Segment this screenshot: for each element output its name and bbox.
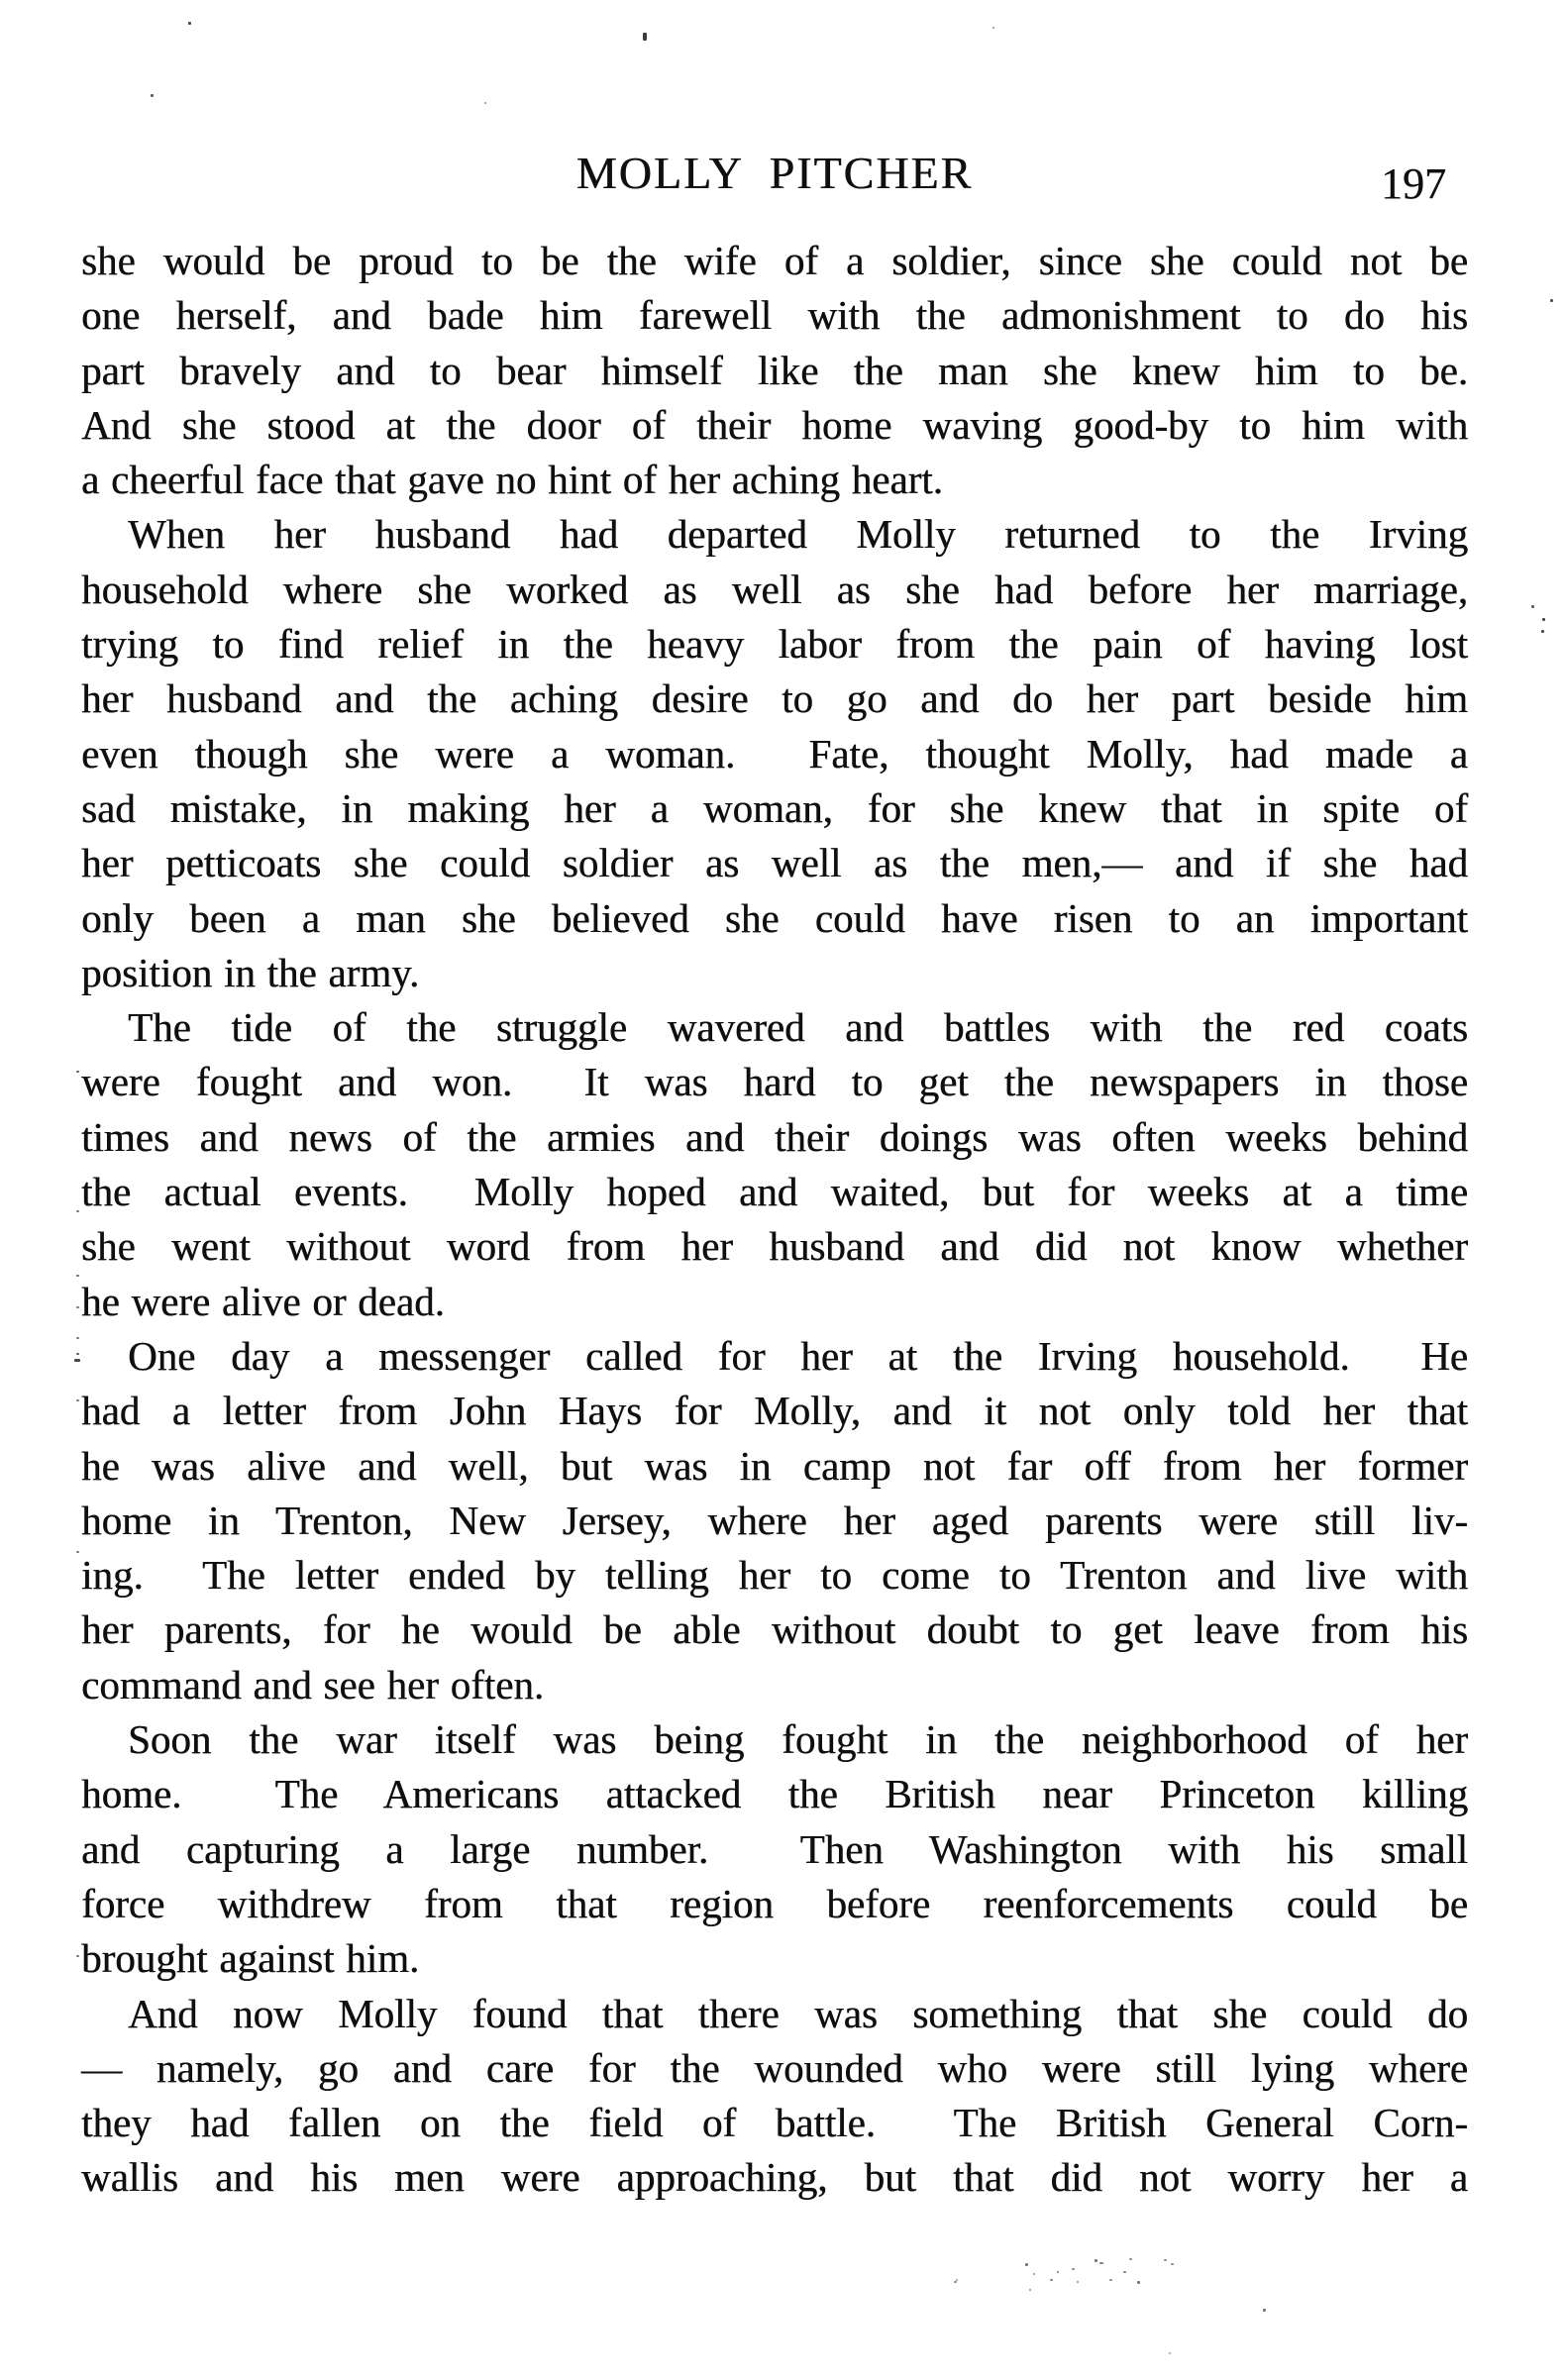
text-line: were fought and won. It was hard to get the newspapers in those [81,1059,1468,1105]
scan-speck [1025,2263,1028,2266]
text-line: trying to find relief in the heavy labor from the pain of having lost [81,621,1468,668]
text-line: And now Molly found that there was something that she could do [128,1990,1468,2036]
text-line: they had fallen on the field of battle. The British General Corn- [81,2100,1468,2146]
scan-speck [76,1353,79,1355]
scan-speck [188,22,191,25]
scan-speck [1077,2281,1079,2283]
text-line: even though she were a woman. Fate, thought Molly, had made a [81,730,1468,776]
scan-speck [1263,2309,1266,2312]
scan-speck [1029,2289,1031,2291]
scan-speck [1099,2262,1103,2264]
text-line: household where she worked as well as she had before her marriage, [81,566,1468,612]
scan-speck [1542,618,1545,621]
scan-speck [643,33,647,41]
text-line: she would be proud to be the wife of a soldier, since she could not be [81,238,1468,283]
text-line: ing. The letter ended by telling her to come to Trenton and live with [81,1552,1468,1599]
text-line: And she stood at the door of their home waving good-by to him with [81,401,1468,448]
scan-speck [151,94,154,97]
scan-speck [1123,2271,1126,2273]
page-number: 197 [1381,159,1446,208]
text-line: home. The Americans attacked the British near Princeton killing [81,1771,1468,1817]
text-line: a cheerful face that gave no hint of her aching heart. [81,457,943,503]
scan-speck [76,1337,79,1339]
scan-speck [76,1275,79,1277]
running-head-title: MOLLY PITCHER [575,148,974,198]
text-line: brought against him. [81,1935,420,1982]
scan-speck [1171,2263,1174,2265]
text-line: she went without word from her husband and did not know whether [81,1223,1468,1270]
scan-speck [1169,2352,1171,2354]
text-line: wallis and his men were approaching, but that did not worry her a [81,2154,1468,2201]
text-line: One day a messenger called for her at the Irving household. He [128,1332,1468,1379]
text-line: Soon the war itself was being fought in the neighborhood of her [128,1716,1468,1763]
text-line: force withdrew from that region before reenforcements could be [81,1880,1468,1926]
scan-speck [1541,630,1544,633]
scan-speck [1095,2259,1097,2262]
text-line: her parents, for he would be able without doubt to get leave from his [81,1606,1468,1653]
text-line: home in Trenton, New Jersey, where her aged parents were still liv- [81,1497,1468,1543]
scan-speck [76,1955,79,1957]
scan-speck [1164,2259,1167,2261]
text-line: part bravely and to bear himself like the man she knew him to be. [81,347,1468,393]
text-line: the actual events. Molly hoped and waited, but for weeks at a time [81,1169,1468,1215]
scan-speck [484,102,486,104]
scan-speck [1033,2273,1035,2275]
text-line: The tide of the struggle wavered and battles with the red coats [128,1004,1468,1051]
scan-speck [1550,299,1553,302]
page-body [81,234,1468,2206]
scan-speck [992,27,994,29]
text-line: sad mistake, in making her a woman, for she knew that in spite of [81,784,1468,831]
text-line: command and see her often. [81,1661,545,1707]
text-line: position in the army. [81,949,420,995]
scan-speck [76,1306,79,1308]
text-line: When her husband had departed Molly returned to the Irving [128,511,1468,558]
scan-speck [1109,2279,1112,2281]
scan-speck [1072,2268,1075,2270]
scan-speck [1137,2281,1140,2284]
text-line: her petticoats she could soldier as well as the men,— and if she had [81,840,1468,886]
text-line: her husband and the aching desire to go and do her part beside him [81,675,1468,722]
scan-speck [74,1359,80,1362]
scan-speck [956,2279,958,2281]
text-line: times and news of the armies and their doings was often weeks behind [81,1113,1468,1160]
text-line: only been a man she believed she could have risen to an important [81,894,1468,941]
text-line: had a letter from John Hays for Molly, and it not only told her that [81,1388,1468,1434]
text-line: one herself, and bade him farewell with the admonishment to do his [81,292,1468,339]
scan-speck [1057,2271,1059,2273]
scan-speck [76,1399,79,1401]
scan-speck [76,1071,79,1073]
text-line: he were alive or dead. [81,1278,445,1324]
text-line: and capturing a large number. Then Washington with his small [81,1825,1468,1872]
scan-speck [76,1210,79,1212]
scan-speck [76,1551,79,1553]
scan-speck [1531,605,1534,608]
scan-speck [1050,2279,1053,2281]
text-line: he was alive and well, but was in camp not far off from her former [81,1442,1468,1489]
text-line: — namely, go and care for the wounded who were still lying where [81,2044,1468,2091]
scan-speck [954,2281,957,2283]
scan-speck [1129,2258,1132,2260]
